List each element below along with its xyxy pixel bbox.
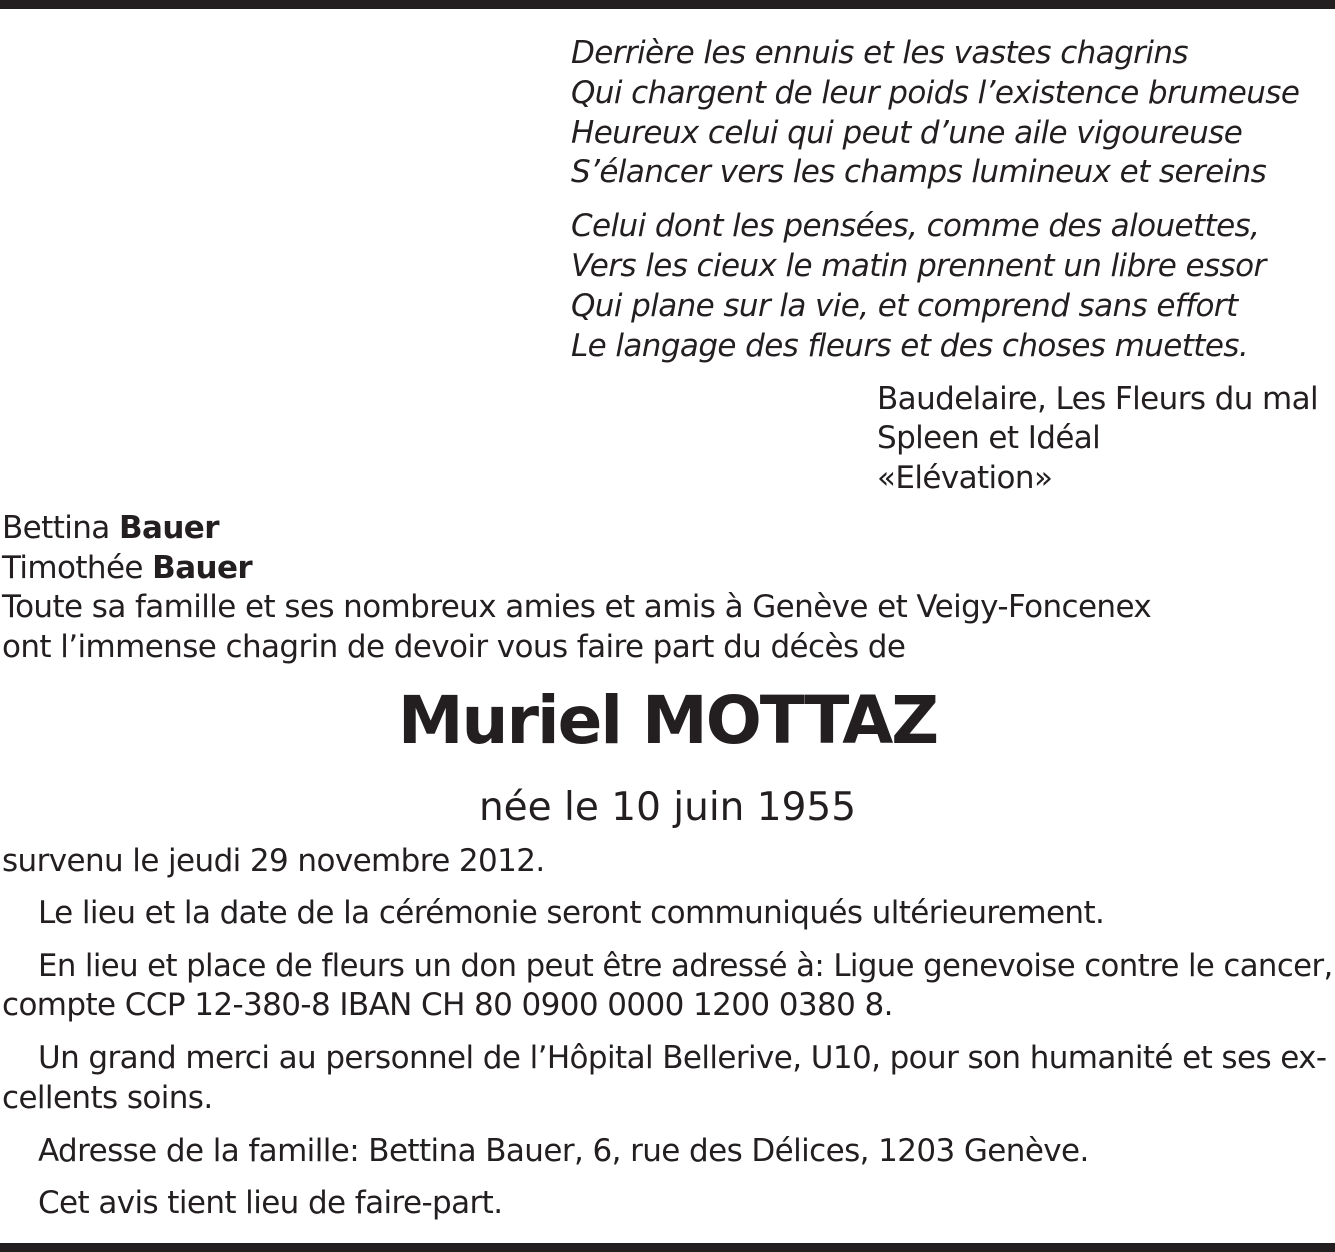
- poem-line: Le langage des fleurs et des choses muettes.: [571, 328, 1249, 364]
- death-date: survenu le jeudi 29 novembre 2012.: [2, 843, 545, 879]
- attribution-line: «Elévation»: [877, 460, 1053, 496]
- deceased-name: Muriel MOTTAZ: [397, 682, 938, 759]
- donation-line: compte CCP 12-380-8 IBAN CH 80 0900 0000 1200 0380 8.: [2, 987, 893, 1023]
- mourner-last-name: Bauer: [152, 550, 253, 586]
- announcement-line: ont l’immense chagrin de devoir vous faire part du décès de: [2, 629, 906, 665]
- poem-line: Vers les cieux le matin prennent un libre essor: [571, 248, 1266, 284]
- ceremony-notice: Le lieu et la date de la cérémonie seront communiqués ultérieurement.: [38, 895, 1105, 931]
- mourner-name: [2, 550, 253, 586]
- poem-line: Qui chargent de leur poids l’existence brumeuse: [571, 75, 1300, 111]
- poem-line: S’élancer vers les champs lumineux et sereins: [571, 154, 1267, 190]
- attribution-line: Baudelaire, Les Fleurs du mal: [877, 381, 1319, 417]
- notice-text: Cet avis tient lieu de faire-part.: [38, 1185, 503, 1221]
- mourner-first-name: Bettina: [2, 510, 110, 546]
- poem-line: Derrière les ennuis et les vastes chagrins: [571, 35, 1188, 71]
- family-address: Adresse de la famille: Bettina Bauer, 6, rue des Délices, 1203 Genève.: [38, 1133, 1089, 1169]
- donation-line: En lieu et place de fleurs un don peut être adressé à: Ligue genevoise contre le cancer,: [38, 948, 1333, 984]
- mourner-first-name: Timothée: [2, 550, 143, 586]
- mourner-name: [2, 510, 219, 546]
- poem-line: Qui plane sur la vie, et comprend sans effort: [571, 288, 1238, 324]
- birth-date: née le 10 juin 1955: [478, 785, 857, 830]
- thanks-line: Un grand merci au personnel de l’Hôpital Bellerive, U10, pour son humanité et ses ex-: [38, 1040, 1327, 1076]
- poem-line: Heureux celui qui peut d’une aile vigoureuse: [571, 115, 1243, 151]
- attribution-line: Spleen et Idéal: [877, 420, 1101, 456]
- mourner-last-name: Bauer: [118, 510, 219, 546]
- poem-line: Celui dont les pensées, comme des alouettes,: [571, 208, 1260, 244]
- top-rule: [0, 0, 1335, 9]
- thanks-line: cellents soins.: [2, 1080, 213, 1116]
- bottom-rule: [0, 1243, 1335, 1252]
- announcement-line: Toute sa famille et ses nombreux amies et amis à Genève et Veigy-Foncenex: [2, 589, 1152, 625]
